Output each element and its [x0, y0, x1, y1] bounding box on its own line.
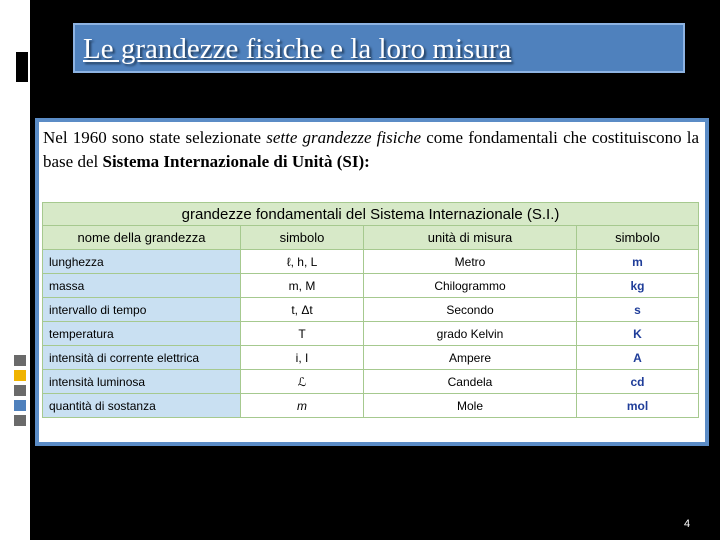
- unit-symbol: A: [577, 346, 699, 370]
- quantity-name: quantità di sostanza: [43, 394, 241, 418]
- quantity-name: intervallo di tempo: [43, 298, 241, 322]
- intro-text: [43, 126, 699, 174]
- content-panel-inner: [39, 122, 705, 442]
- quantity-name: temperatura: [43, 322, 241, 346]
- left-accent-bars: [14, 355, 26, 430]
- unit-symbol: m: [577, 250, 699, 274]
- accent-bar: [14, 385, 26, 396]
- unit-name: Metro: [364, 250, 577, 274]
- table-row: [43, 322, 699, 346]
- unit-name: Candela: [364, 370, 577, 394]
- header-symbol: simbolo: [241, 226, 364, 250]
- unit-symbol: mol: [577, 394, 699, 418]
- accent-bar: [14, 370, 26, 381]
- intro-part1: Nel 1960 sono state selezionate: [43, 128, 267, 147]
- quantity-symbol: m: [241, 394, 364, 418]
- unit-name: Mole: [364, 394, 577, 418]
- table-caption: grandezze fondamentali del Sistema Internazionale (S.I.): [43, 203, 699, 226]
- accent-bar: [14, 400, 26, 411]
- unit-name: Secondo: [364, 298, 577, 322]
- unit-name: grado Kelvin: [364, 322, 577, 346]
- intro-part2: come fondamentali che costituiscono la base del: [43, 128, 700, 171]
- quantity-name: intensità di corrente elettrica: [43, 346, 241, 370]
- table-row: [43, 298, 699, 322]
- table-row: [43, 394, 699, 418]
- quantity-symbol: T: [241, 322, 364, 346]
- left-accent-block: [16, 52, 28, 82]
- unit-name: Ampere: [364, 346, 577, 370]
- quantity-symbol: ℓ, h, L: [241, 250, 364, 274]
- intro-italic: sette grandezze fisiche: [266, 128, 422, 147]
- quantity-symbol: m, M: [241, 274, 364, 298]
- header-unit-symbol: simbolo: [577, 226, 699, 250]
- table-row: [43, 346, 699, 370]
- table-row: [43, 250, 699, 274]
- unit-name: Chilogrammo: [364, 274, 577, 298]
- quantity-symbol: t, Δt: [241, 298, 364, 322]
- page-number: 4: [684, 518, 691, 530]
- header-name: nome della grandezza: [43, 226, 241, 250]
- table-row: [43, 274, 699, 298]
- si-table-wrap: [42, 202, 699, 414]
- title-box: [73, 23, 685, 73]
- unit-symbol: kg: [577, 274, 699, 298]
- si-units-table: [42, 202, 699, 418]
- unit-symbol: K: [577, 322, 699, 346]
- quantity-name: intensità luminosa: [43, 370, 241, 394]
- intro-bold: Sistema Internazionale di Unità (SI):: [102, 152, 370, 171]
- quantity-name: massa: [43, 274, 241, 298]
- unit-symbol: s: [577, 298, 699, 322]
- unit-symbol: cd: [577, 370, 699, 394]
- quantity-name: lunghezza: [43, 250, 241, 274]
- quantity-symbol: i, I: [241, 346, 364, 370]
- accent-bar: [14, 355, 26, 366]
- table-row: [43, 370, 699, 394]
- slide-title: Le grandezze fisiche e la loro misura: [83, 33, 512, 65]
- quantity-symbol: ℒ: [241, 370, 364, 394]
- header-unit: unità di misura: [364, 226, 577, 250]
- accent-bar: [14, 415, 26, 426]
- content-panel: [35, 118, 709, 446]
